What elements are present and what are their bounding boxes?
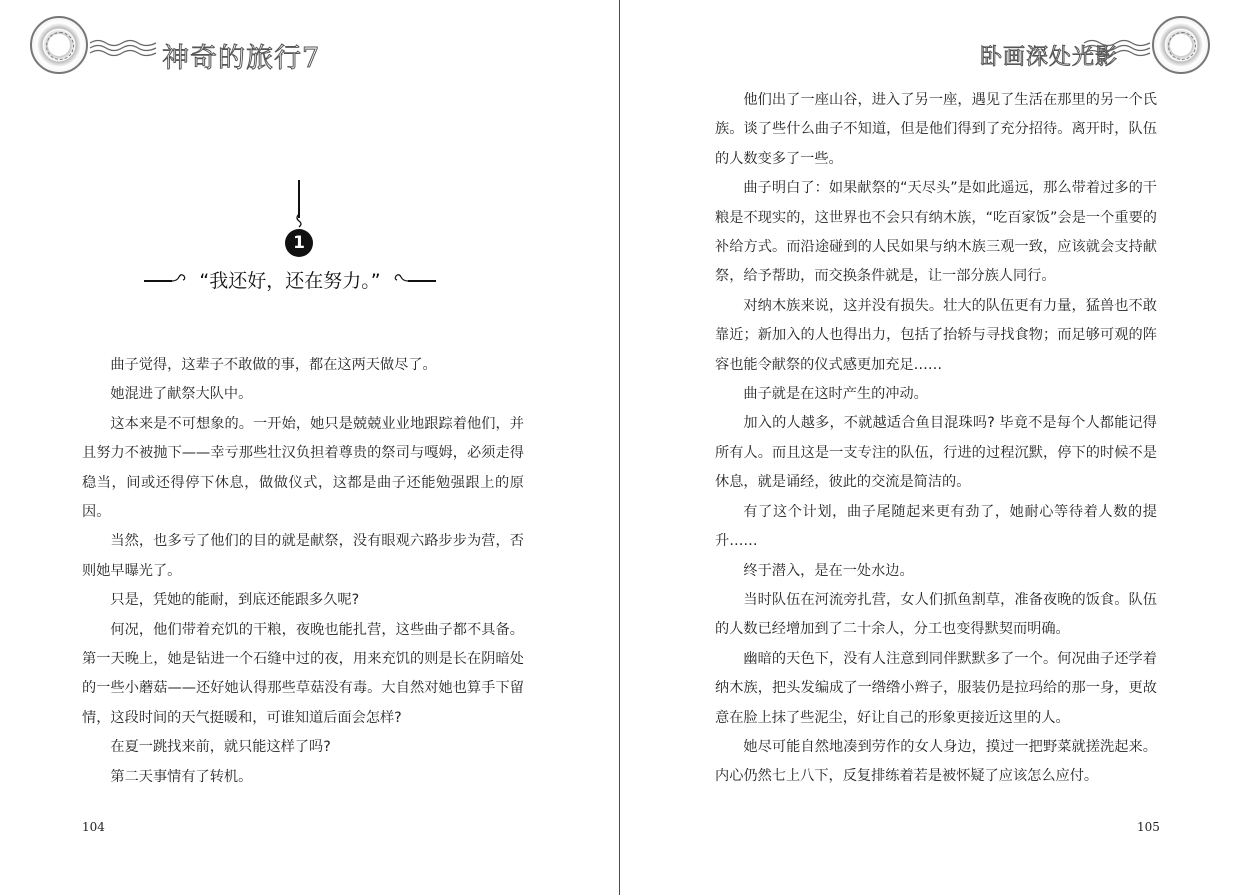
chapter-number-badge: 1 [285, 229, 313, 257]
chapter-vertical-rule [298, 180, 300, 218]
title-dash-right [408, 280, 436, 282]
paragraph: 曲子就是在这时产生的冲动。 [743, 386, 928, 403]
paragraph: 当然，也多亏了他们的目的就是献祭，没有眼观六路步步为营，否则她早曝光了。 [82, 533, 524, 579]
paragraph: 幽暗的天色下，没有人注意到同伴默默多了一个。何况曲子还学着纳木族，把头发编成了一绺绺小辫子，服装仍是拉玛给的那一身，更故意在脸上抹了些泥尘，好让自己的形象更接近这里的人。 [715, 650, 1157, 726]
paragraph: 有了这个计划，曲子尾随起来更有劲了，她耐心等待着人数的提升…… [715, 503, 1157, 550]
paragraph: 曲子明白了：如果献祭的“天尽头”是如此遥远，那么带着过多的干粮是不现实的，这世界也不会只有纳木族，“吃百家饭”会是一个重要的补给方式。而沿途碰到的人民如果与纳木族三观一致，应该就会支持献祭，给予帮助，而交换条件就是，让一部分族人同行。 [715, 180, 1157, 285]
paragraph: 终于潜入，是在一处水边。 [743, 562, 914, 579]
paragraph: 对纳木族来说，这并没有损失。壮大的队伍更有力量，猛兽也不敢靠近；新加入的人也得出力，包括了抬轿与寻找食物；而足够可观的阵容也能令献祭的仪式感更加充足…… [715, 297, 1157, 373]
chapter-title: “我还好，还在努力。” [199, 270, 381, 292]
curl-flourish-icon [292, 214, 306, 228]
page-number: 105 [1137, 820, 1160, 834]
paragraph: 他们出了一座山谷，进入了另一座，遇见了生活在那里的另一个氏族。谈了些什么曲子不知道，但是他们得到了充分招待。离开时，队伍的人数变多了一些。 [715, 92, 1157, 167]
paragraph: 加入的人越多，不就越适合鱼目混珠吗? 毕竟不是每个人都能记得所有人。而且这是一支专注的队伍，行进的过程沉默，停下的时候不是休息，就是诵经，彼此的交流是简洁的。 [715, 415, 1157, 491]
paragraph: 这本来是不可想象的。一开始，她只是兢兢业业地跟踪着他们，并且努力不被抛下——幸亏那些壮汉负担着尊贵的祭司与嘎姆，必须走得稳当，间或还得停下休息，做做仪式，这都是曲子还能勉强跟上的原因。 [82, 415, 524, 521]
right-running-header [980, 14, 1210, 78]
paragraph: 曲子觉得，这辈子不敢做的事，都在这两天做尽了。 [110, 357, 437, 373]
right-page [620, 0, 1240, 895]
paragraph: 她混进了献祭大队中。 [110, 386, 253, 403]
paragraph: 何况，他们带着充饥的干粮，夜晚也能扎营，这些曲子都不具备。第一天晚上，她是钻进一个石缝中过的夜，用来充饥的则是长在阴暗处的一些小蘑菇——还好她认得那些草菇没有毒。大自然对她也算手下留情，这段时间的天气挺暖和，可谁知道后面会怎样? [82, 621, 524, 726]
series-title: 卧画深处光影 [980, 45, 1119, 70]
seal-ornament-icon [30, 16, 88, 74]
left-running-header [30, 14, 321, 78]
flourish-left-icon [172, 272, 188, 286]
page-number: 104 [82, 820, 105, 834]
paragraph: 第二天事情有了转机。 [110, 768, 253, 785]
flourish-right-icon [392, 272, 408, 286]
title-dash-left [144, 280, 172, 282]
paragraph: 当时队伍在河流旁扎营，女人们抓鱼割草，准备夜晚的饭食。队伍的人数已经增加到了二十余人，分工也变得默契而明确。 [715, 591, 1157, 638]
paragraph: 在夏一跳找来前，就只能这样了吗? [110, 739, 331, 756]
paragraph: 只是，凭她的能耐，到底还能跟多久呢? [110, 592, 360, 609]
left-body-text [82, 351, 524, 792]
wave-ornament-icon [1082, 36, 1152, 58]
paragraph: 她尽可能自然地凑到劳作的女人身边，摸过一把野菜就搓洗起来。内心仍然七上八下，反复排练着若是被怀疑了应该怎么应付。 [715, 738, 1157, 785]
series-title: 神奇的旅行7 [162, 43, 321, 74]
right-body-text [715, 86, 1157, 792]
seal-ornament-icon [1152, 16, 1210, 74]
wave-ornament-icon [88, 36, 158, 58]
chapter-title-row [140, 266, 440, 296]
